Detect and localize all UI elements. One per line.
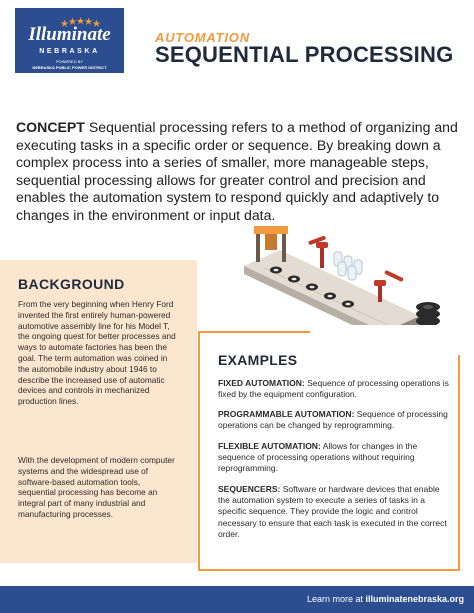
logo-powered-by: POWERED BY [55, 59, 84, 64]
footer-bar [0, 586, 474, 613]
footer-url[interactable]: illuminatenebraska.org [365, 594, 464, 604]
page-title: SEQUENTIAL PROCESSING [155, 42, 454, 67]
logo-org: NEBRASKA PUBLIC POWER DISTRICT [32, 65, 107, 70]
example-desc: Software or hardware devices that enable the automation system to execute a series of tasks in a specific sequence. They provide the logic and control necessary to ensure that each task is executed in the correct order. [218, 484, 447, 539]
logo-title: Illuminate [28, 24, 111, 45]
example-item [218, 441, 452, 475]
example-desc: Sequence of processing operations is fixed by the equipment configuration. [218, 378, 449, 400]
example-term: SEQUENCERS: [218, 484, 281, 494]
example-item [218, 484, 452, 540]
concept-text: Sequential processing refers to a method of organizing and executing tasks in a specific order or sequence. By breaking down a complex process into a series of smaller, more manageable steps, sequential processing allows for greater control and precision and enables the automation system to respond quickly and adaptively to changes in the environment or input data. [16, 119, 458, 223]
header-tag: AUTOMATION [155, 30, 250, 45]
example-desc: Allows for changes in the sequence of processing operations without requiring reprogramming. [218, 441, 418, 474]
background-paragraph: With the development of modern computer systems and the widespread use of software-based automation tools, sequential processing has become an integral part of many industrial and manufacturing processes. [18, 455, 175, 519]
examples-heading: EXAMPLES [218, 352, 298, 368]
illuminate-nebraska-logo [15, 8, 124, 73]
example-item [218, 378, 452, 400]
example-term: FLEXIBLE AUTOMATION: [218, 441, 321, 451]
example-desc: Sequence of processing operations can be changed by reprogramming. [218, 409, 448, 431]
concept-paragraph [16, 119, 461, 225]
background-heading: BACKGROUND [18, 276, 125, 292]
frame-gap [310, 325, 470, 355]
example-term: FIXED AUTOMATION: [218, 378, 305, 388]
example-term: PROGRAMMABLE AUTOMATION: [218, 409, 355, 419]
logo-state: NEBRASKA [39, 48, 100, 55]
background-paragraph: From the very beginning when Henry Ford invented the first entirely human-powered automotive assembly line for his Model T, the ongoing quest for better processes and ways to automate factories has been the goal. The term automation was coined in the automobile industry about 1946 to describe the increased use of automatic devices and controls in mechanized production lines. [18, 299, 176, 407]
footer-link[interactable] [307, 594, 464, 604]
example-item [218, 409, 452, 431]
concept-label: CONCEPT [16, 119, 85, 135]
footer-prefix: Learn more at [306, 594, 366, 604]
